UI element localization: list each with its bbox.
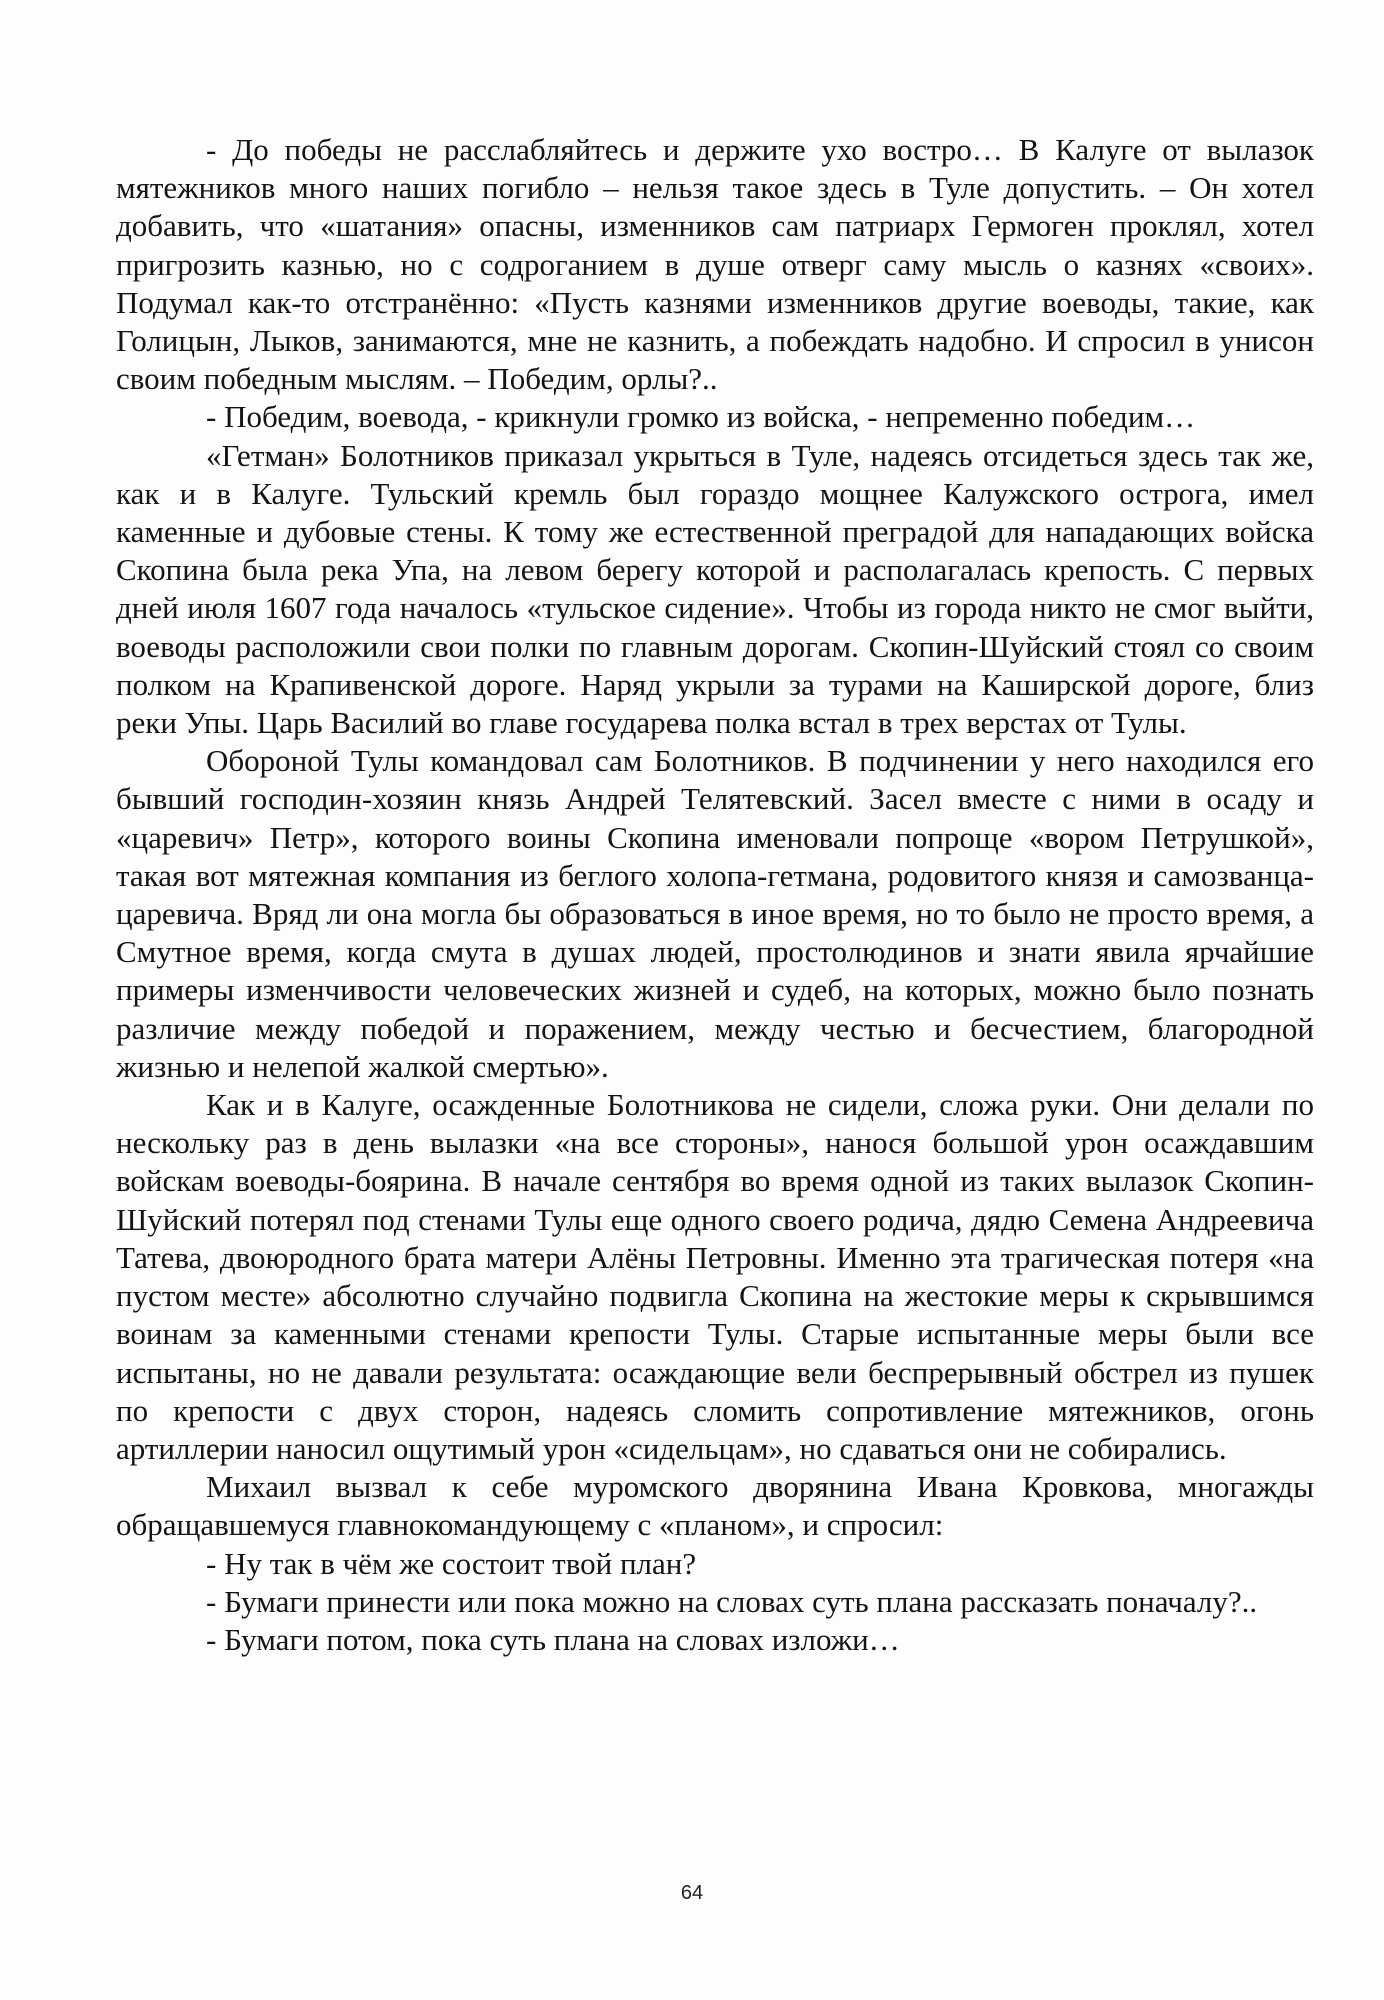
paragraph-1: - До победы не расслабляйтесь и держите ухо востро… В Калуге от вылазок мятежников много наших погибло – нельзя такое здесь в Туле допустить. – Он хотел добавить, что «шатания» опасны, изменников сам патриарх Гермоген проклял, хотел пригрозить казнью, но с содроганием в душе отверг саму мысль о казнях «своих». Подумал как-то отстранённо: «Пусть казнями изменников другие воеводы, такие, как Голицын, Лыков, занимаются, мне не казнить, а побеждать надобно. И спросил в унисон своим победным мыслям. – Победим, орлы?..: [116, 132, 1314, 397]
paragraph-5: Как и в Калуге, осажденные Болотникова не сидели, сложа руки. Они делали по нескольку раз в день вылазки «на все стороны», нанося большой урон осаждавшим войскам воеводы-боярина. В начале сентября во время одной из таких вылазок Скопин-Шуйский потерял под стенами Тулы еще одного своего родича, дядю Семена Андреевича Татева, двоюродного брата матери Алёны Петровны. Именно эта трагическая потеря «на пустом месте» абсолютно случайно подвигла Скопина на жестокие меры к скрывшимся воинам за каменными стенами крепости Тулы. Старые испытанные меры были все испытаны, но не давали результата: осаждающие вели беспрерывный обстрел из пушек по крепости с двух сторон, надеясь сломить сопротивление мятежников, огонь артиллерии наносил ощутимый урон «сидельцам», но сдаваться они не собирались.: [116, 1087, 1314, 1466]
page-number: 64: [680, 1882, 704, 1904]
paragraph-9: - Бумаги потом, пока суть плана на словах изложи…: [206, 1621, 900, 1657]
paragraph-3: «Гетман» Болотников приказал укрыться в Туле, надеясь отсидеться здесь так же, как и в Калуге. Тульский кремль был гораздо мощнее Калужского острога, имел каменные и дубовые стены. К тому же естественной преградой для нападающих войска Скопина была река Упа, на левом берегу которой и располагалась крепость. С первых дней июля 1607 года началось «тульское сидение». Чтобы из города никто не смог выйти, воеводы расположили свои полки по главным дорогам. Скопин-Шуйский стоял со своим полком на Крапивенской дороге. Наряд укрыли за турами на Каширской дороге, близ реки Упы. Царь Василий во главе государева полка встал в трех верстах от Тулы.: [116, 437, 1314, 741]
paragraph-2: - Победим, воевода, - крикнули громко из войска, - непременно победим…: [206, 399, 1196, 435]
paragraph-4: Обороной Тулы командовал сам Болотников. В подчинении у него находился его бывший господин-хозяин князь Андрей Телятевский. Засел вместе с ними в осаду и «царевич» Петр», которого воины Скопина именовали попроще «вором Петрушкой», такая вот мятежная компания из беглого холопа-гетмана, родовитого князя и самозванца-царевича. Вряд ли она могла бы образоваться в иное время, но то было не просто время, а Смутное время, когда смута в душах людей, простолюдинов и знати явила ярчайшие примеры изменчивости человеческих жизней и судеб, на которых, можно было познать различие между победой и поражением, между честью и бесчестием, благородной жизнью и нелепой жалкой смертью».: [116, 743, 1314, 1084]
paragraph-7: - Ну так в чём же состоит твой план?: [206, 1545, 697, 1581]
body-text: [116, 131, 1314, 1659]
paragraph-6: Михаил вызвал к себе муромского дворянина Ивана Кровкова, многажды обращавшемуся главнокомандующему с «планом», и спросил:: [116, 1469, 1314, 1543]
paragraph-8: - Бумаги принести или пока можно на словах суть плана рассказать поначалу?..: [206, 1583, 1258, 1619]
